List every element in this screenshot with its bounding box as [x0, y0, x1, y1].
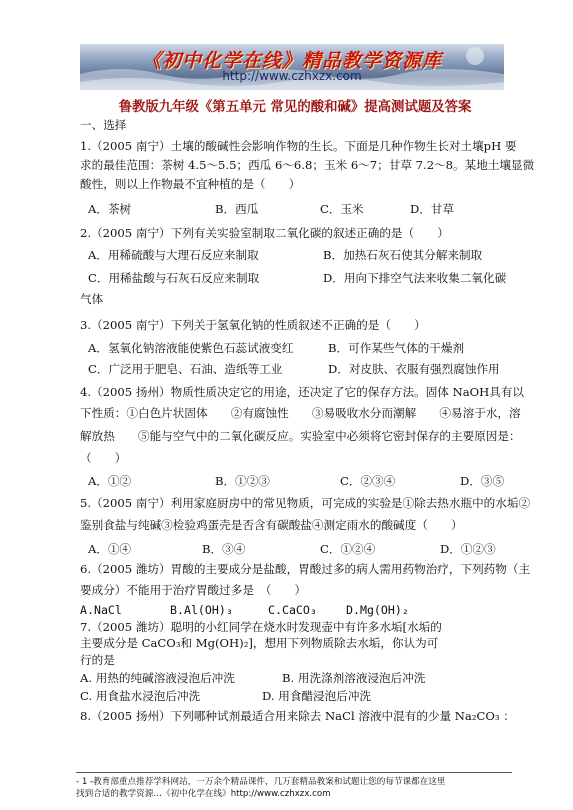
question-2-option-d: D．用向下排空气法来收集二氧化碳 — [323, 271, 507, 285]
question-5-line-2: 鉴别食盐与纯碱③检验鸡蛋壳是否含有碳酸盐④测定雨水的酸碱度（ ） — [80, 518, 463, 532]
footer-line-2[interactable]: 找到合适的教学资源…《初中化学在线》http://www.czhxzx.com — [76, 789, 331, 799]
question-4-line-3: 解放热 ⑤能与空气中的二氧化碳反应。实验室中必须将它密封保存的主要原因是： — [80, 429, 521, 443]
banner-url[interactable]: http://www.czhxzx.com — [222, 69, 362, 83]
question-2-option-c: C．用稀盐酸与石灰石反应来制取 — [88, 271, 260, 285]
question-8-line-1: 8.（2005 扬州）下列哪种试剂最适合用来除去 NaCl 溶液中混有的少量 Na₂CO₃ ： — [80, 709, 515, 723]
question-2-option-a: A．用稀硫酸与大理石反应来制取 — [88, 248, 259, 262]
question-1-option-c: C．玉米 — [320, 202, 364, 216]
question-3-option-c: C．广泛用于肥皂、石油、造纸等工业 — [88, 362, 283, 376]
page-footer — [76, 776, 516, 800]
question-2-line-1: 2.（2005 南宁）下列有关实验室制取二氧化碳的叙述正确的是（ ） — [80, 226, 449, 240]
question-5-line-1: 5.（2005 南宁）利用家庭厨房中的常见物质，可完成的实验是①除去热水瓶中的水垢② — [80, 496, 531, 510]
question-1-option-d: D．甘草 — [410, 202, 455, 216]
question-7-line-3: 行的是 — [80, 653, 115, 667]
question-7-option-d: D. 用食醋浸泡后冲洗 — [262, 689, 372, 703]
question-4-option-a: A．①② — [88, 474, 132, 488]
section-heading: 一、选择 — [80, 118, 127, 132]
question-5-option-c: C．①②④ — [320, 542, 376, 556]
question-6-option-b: B.Al(OH)₃ — [170, 603, 233, 617]
question-4-option-d: D．③⑤ — [460, 474, 505, 488]
question-4-line-1: 4.（2005 扬州）物质性质决定它的用途，还决定了它的保存方法。固体 NaOH具有以 — [80, 385, 525, 399]
question-4-option-c: C．②③④ — [340, 474, 396, 488]
footer-line-1: - 1 -教育部重点推荐学科网站，一万余个精品课件，几万套精品教案和试题让您的每节课都在这里 — [76, 777, 446, 787]
question-6-option-a: A.NaCl — [80, 603, 122, 617]
question-7-line-2: 主要成分是 CaCO₃和 Mg(OH)₂]，想用下列物质除去水垢，你认为可 — [80, 636, 439, 650]
question-2-option-b: B．加热石灰石使其分解来制取 — [323, 248, 483, 262]
question-4-option-b: B．①②③ — [215, 474, 270, 488]
question-1-line-3: 酸性，则以上作物最不宜种植的是（ ） — [80, 177, 301, 191]
question-1-line-2: 求的最佳范围：茶树 4.5～5.5；西瓜 6～6.8；玉米 6～7；甘草 7.2～8。某地土壤显微 — [80, 158, 535, 172]
question-3-option-b: B．可作某些气体的干燥剂 — [328, 341, 465, 355]
question-3-line-1: 3.（2005 南宁）下列关于氢氧化钠的性质叙述不正确的是（ ） — [80, 318, 426, 332]
footer-divider — [76, 772, 512, 773]
question-5-option-d: D．①②③ — [440, 542, 496, 556]
question-3-option-a: A．氢氧化钠溶液能使紫色石蕊试液变红 — [88, 341, 294, 355]
question-1-option-a: A．茶树 — [88, 202, 132, 216]
question-5-option-a: A．①④ — [88, 542, 132, 556]
question-7-option-c: C. 用食盐水浸泡后冲洗 — [80, 689, 201, 703]
question-7-option-b: B. 用洗涤剂溶液浸泡后冲洗 — [282, 671, 426, 685]
question-6-line-1: 6.（2005 潍坊）胃酸的主要成分是盐酸，胃酸过多的病人需用药物治疗，下列药物（主 — [80, 562, 531, 576]
question-1-option-b: B．西瓜 — [215, 202, 259, 216]
question-7-option-a: A. 用热的纯碱溶液浸泡后冲洗 — [80, 671, 235, 685]
question-6-option-d: D.Mg(OH)₂ — [346, 603, 409, 617]
question-1-line-1: 1.（2005 南宁）土壤的酸碱性会影响作物的生长。下面是几种作物生长对土壤pH 要 — [80, 139, 517, 153]
question-6-option-c: C.CaCO₃ — [268, 603, 317, 617]
question-4-line-2: 下性质：①白色片状固体 ②有腐蚀性 ③易吸收水分而潮解 ④易溶于水，溶 — [80, 406, 521, 420]
document-title: 鲁教版九年级《第五单元 常见的酸和碱》提高测试题及答案 — [118, 100, 472, 115]
banner-title: 《初中化学在线》精品教学资源库 — [141, 50, 442, 72]
question-3-option-d: D．对皮肤、衣服有强烈腐蚀作用 — [328, 362, 500, 376]
question-6-line-2: 要成分）不能用于治疗胃酸过多是 （ ） — [80, 583, 307, 597]
header-banner — [80, 44, 504, 90]
question-2-tail: 气体 — [80, 292, 104, 306]
question-4-line-4: （ ） — [80, 451, 127, 465]
question-5-option-b: B．③④ — [202, 542, 246, 556]
question-7-line-1: 7.（2005 潍坊）聪明的小红同学在烧水时发现壶中有许多水垢[水垢的 — [80, 620, 442, 634]
